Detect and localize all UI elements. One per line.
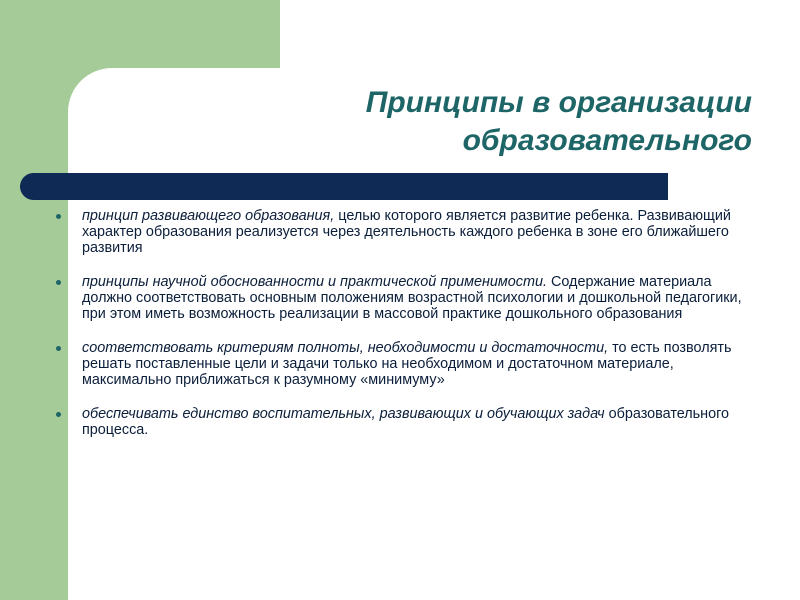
- title-line-1: Принципы в организации: [365, 86, 752, 119]
- bullet-list: [56, 208, 756, 456]
- bullet-text: то есть позволять решать поставленные цели и задачи только на необходимом и достаточном материале, максимально приближаться к разумному «минимуму»: [82, 340, 732, 388]
- bullet-text: целью которого является развитие ребенка. Развивающий характер образования реализуется через деятельность каждого ребенка в зоне его ближайшего развития: [82, 208, 731, 256]
- bullet-emphasis: обеспечивать единство воспитательных, развивающих и обучающих задач: [82, 406, 605, 422]
- bullet-emphasis: соответствовать критериям полноты, необходимости и достаточности,: [82, 340, 609, 356]
- slide-title: [200, 84, 752, 160]
- bullet-text: образовательного процесса.: [82, 406, 730, 438]
- bullet-item-3: [56, 340, 756, 388]
- bullet-dot-icon: [56, 412, 61, 417]
- bullet-emphasis: принципы научной обоснованности и практической применимости.: [82, 274, 547, 290]
- bullet-emphasis: принцип развивающего образования,: [82, 208, 335, 224]
- bullet-item-1: [56, 208, 756, 256]
- green-top-strip: [0, 0, 280, 70]
- title-line-2: образовательного: [462, 124, 752, 157]
- bullet-dot-icon: [56, 280, 61, 285]
- bullet-dot-icon: [56, 346, 61, 351]
- bullet-item-4: [56, 406, 756, 438]
- bullet-dot-icon: [56, 214, 61, 219]
- bullet-text: Содержание материала должно соответствовать основным положениям возрастной психологии и дошкольной педагогики, при этом иметь возможность реализации в массовой практике дошкольного образования: [82, 274, 742, 322]
- bullet-item-2: [56, 274, 756, 322]
- title-divider-bar: [20, 173, 668, 200]
